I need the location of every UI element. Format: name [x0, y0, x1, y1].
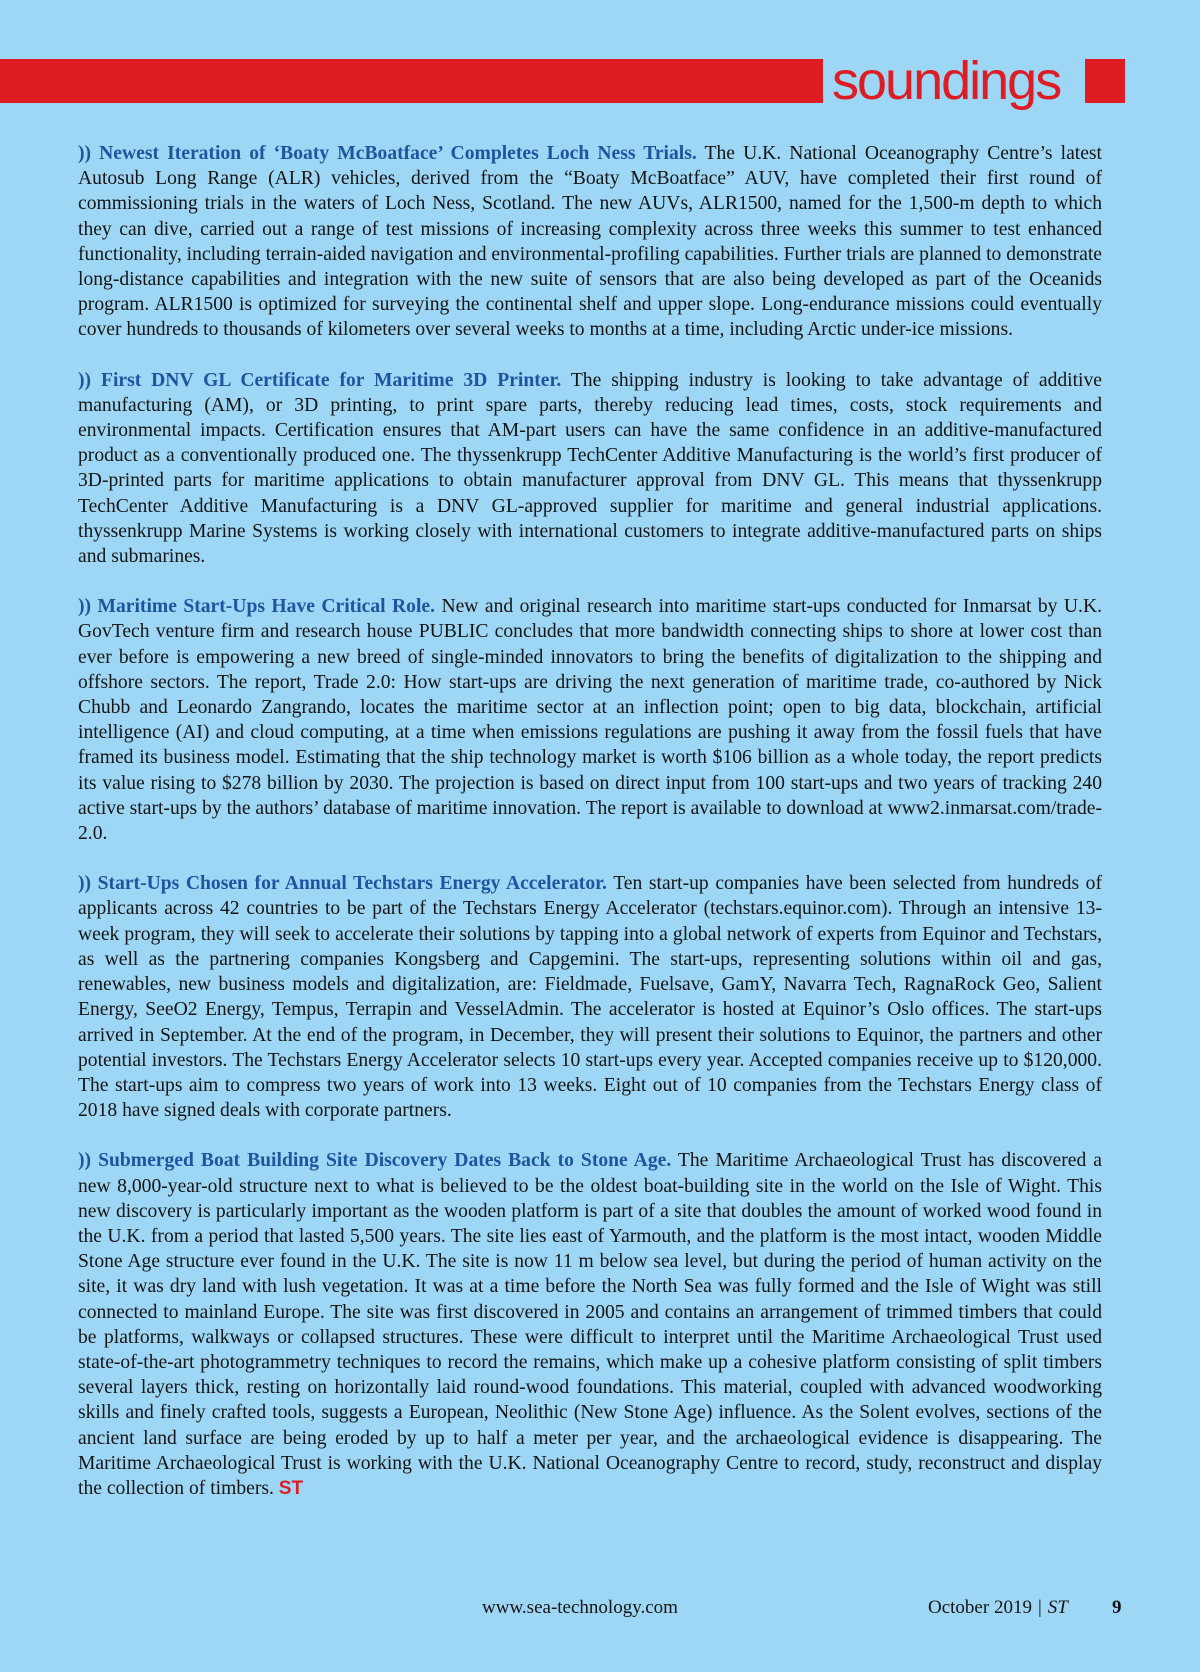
article [78, 871, 1102, 1123]
section-title: soundings [832, 51, 1061, 111]
article-body: The U.K. National Oceanography Centre’s latest Autosub Long Range (ALR) vehicles, derived from the “Boaty McBoatface” AUV, have completed their first round of commissioning trials in the waters of Loch Ness, Scotland. The new AUVs, ALR1500, named for the 1,500-m depth to which they can dive, carried out a range of test missions of increasing complexity across three weeks this summer to test enhanced functionality, including terrain-aided navigation and environmental-profiling capabilities. Further trials are planned to demonstrate long-distance capabilities and integration with the new suite of sensors that are also being developed as part of the Oceanids program. ALR1500 is optimized for surveying the continental shelf and upper slope. Long-endurance missions could eventually cover hundreds to thousands of kilometers over several weeks to months at a time, including Arctic under-ice missions. [78, 143, 1102, 341]
article-headline: )) Start-Ups Chosen for Annual Techstars Energy Accelerator. [78, 873, 607, 895]
footer-separator: | [1037, 1597, 1042, 1618]
article [78, 141, 1102, 343]
article-headline: )) First DNV GL Certificate for Maritime 3D Printer. [78, 369, 562, 391]
article [78, 368, 1102, 570]
header-red-bar [0, 59, 823, 103]
footer-issue-date: October 2019 [928, 1597, 1032, 1618]
article-body: New and original research into maritime start-ups conducted for Inmarsat by U.K. GovTech venture firm and research house PUBLIC concludes that more bandwidth connecting ships to shore at lower cost than ever before is empowering a new breed of single-minded innovators to bring the benefits of digitalization to the shipping and offshore sectors. The report, Trade 2.0: How start-ups are driving the next generation of maritime trade, co-authored by Nick Chubb and Leonardo Zangrando, locates the maritime sector at an inflection point; open to big data, blockchain, artificial intelligence (AI) and cloud computing, at a time when emissions regulations are pushing it away from the fossil fuels that have framed its business model. Estimating that the ship technology market is worth $106 billion as a whole today, the report predicts its value rising to $278 billion by 2030. The projection is based on direct input from 100 start-ups and two years of tracking 240 active start-ups by the authors’ database of maritime innovation. The report is available to download at www2.inmarsat.com/trade-2.0. [78, 596, 1102, 845]
footer-publication: ST [1047, 1597, 1068, 1618]
article [78, 594, 1102, 846]
article-body: The shipping industry is looking to take advantage of additive manufacturing (AM), or 3D printing, to print spare parts, thereby reducing lead times, costs, stock requirements and environmental impacts. Certification ensures that AM-part users can have the same confidence in an additive-manufactured product as a conventionally produced one. The thyssenkrupp TechCenter Additive Manufacturing is the world’s first producer of 3D-printed parts for maritime applications to obtain manufacturer approval from DNV GL. This means that thyssenkrupp TechCenter Additive Manufacturing is a DNV GL-approved supplier for maritime and general industrial applications. thyssenkrupp Marine Systems is working closely with international customers to integrate additive-manufactured parts on ships and submarines. [78, 369, 1102, 568]
page-number: 9 [1112, 1597, 1122, 1618]
article-body: The Maritime Archaeological Trust has discovered a new 8,000-year-old structure next to what is believed to be the oldest boat-building site in the world on the Isle of Wight. This new discovery is particularly important as the wooden platform is part of a site that doubles the amount of worked wood found in the U.K. from a period that lasted 5,500 years. The site lies east of Yarmouth, and the platform is the most intact, wooden Middle Stone Age structure ever found in the U.K. The site is now 11 m below sea level, but during the period of human activity on the site, it was dry land with lush vegetation. It was at a time before the North Sea was fully formed and the Isle of Wight was still connected to mainland Europe. The site was first discovered in 2005 and contains an arrangement of trimmed timbers that could be platforms, walkways or collapsed structures. These were difficult to interpret until the Maritime Archaeological Trust used state-of-the-art photogrammetry techniques to record the remains, which make up a cohesive platform consisting of split timbers several layers thick, resting on horizontally laid round-wood foundations. This material, coupled with advanced woodworking skills and finely crafted tools, suggests a European, Neolithic (New Stone Age) influence. As the Solent evolves, sections of the ancient land surface are being eroded by up to half a meter per year, and the archaeological evidence is disappearing. The Maritime Archaeological Trust is working with the U.K. National Oceanography Centre to record, study, reconstruct and display the collection of timbers. [78, 1150, 1102, 1499]
article-headline: )) Newest Iteration of ‘Boaty McBoatface’ Completes Loch Ness Trials. [78, 143, 697, 164]
footer-website-url: www.sea-technology.com [482, 1597, 678, 1618]
article-headline: )) Maritime Start-Ups Have Critical Role. [78, 596, 435, 618]
article [78, 1148, 1102, 1501]
end-of-article-mark: ST [278, 1477, 304, 1499]
header-red-square [1085, 59, 1125, 103]
article-body: Ten start-up companies have been selected from hundreds of applicants across 42 countries to be part of the Techstars Energy Accelerator (techstars.equinor.com). Through an intensive 13-week program, they will seek to accelerate their solutions by tapping into a global network of experts from Equinor and Techstars, as well as the partnering companies Kongsberg and Capgemini. The start-ups, representing solutions within oil and gas, renewables, new business models and digitalization, are: Fieldmade, Fuelsave, GamY, Navarra Tech, RagnaRock Geo, Salient Energy, SeeO2 Energy, Tempus, Terrapin and VesselAdmin. The accelerator is hosted at Equinor’s Oslo offices. The start-ups arrived in September. At the end of the program, in December, they will present their solutions to Equinor, the partners and other potential investors. The Techstars Energy Accelerator selects 10 start-ups every year. Accepted companies receive up to $120,000. The start-ups aim to compress two years of work into 13 weeks. Eight out of 10 companies from the Techstars Energy class of 2018 have signed deals with corporate partners. [78, 873, 1103, 1122]
article-headline: )) Submerged Boat Building Site Discovery Dates Back to Stone Age. [78, 1150, 672, 1172]
article-column [78, 141, 1102, 1526]
footer-issue [928, 1597, 1068, 1619]
